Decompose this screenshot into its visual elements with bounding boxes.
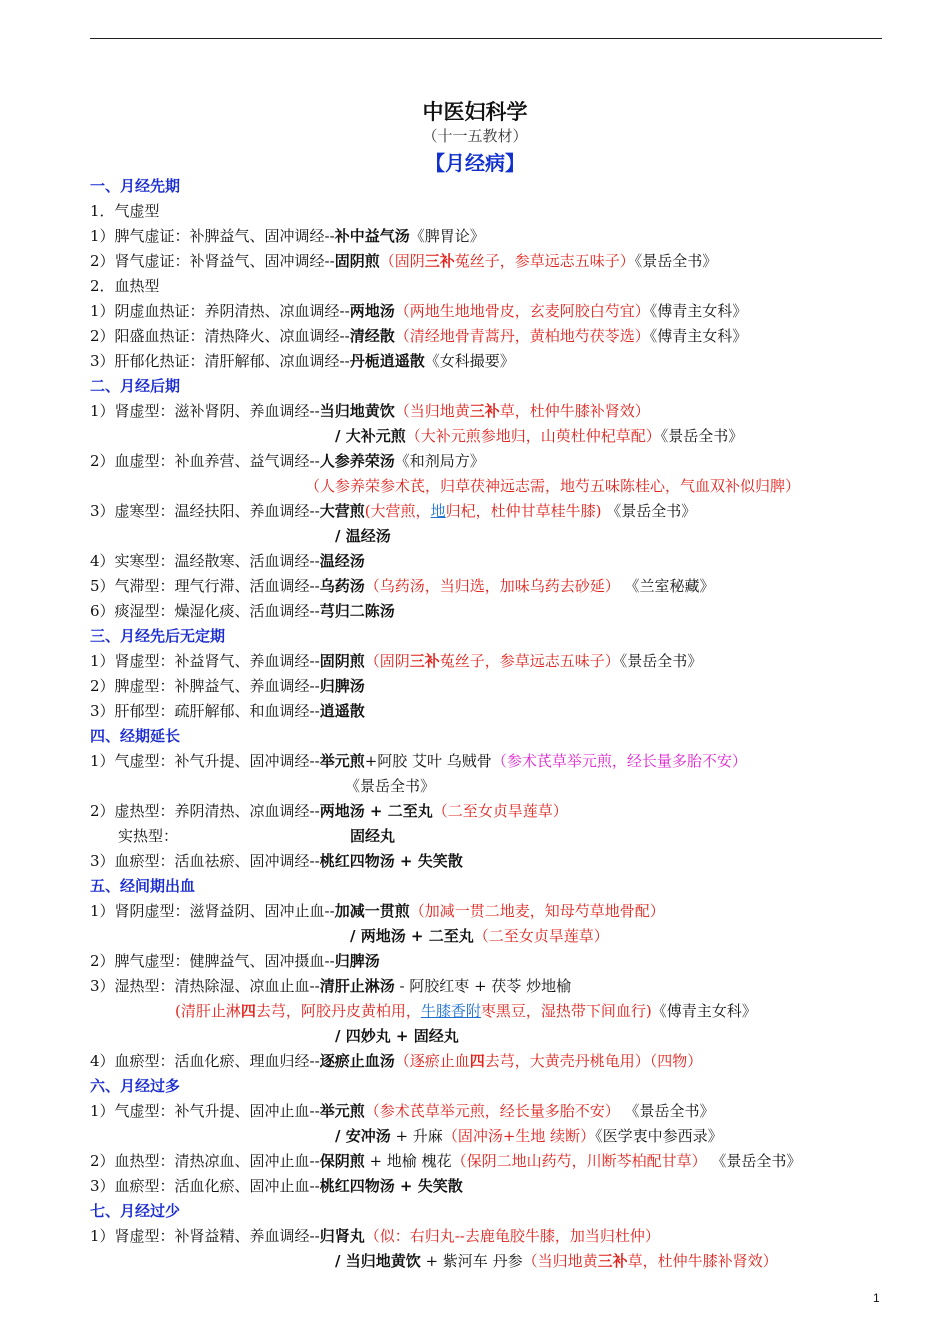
text-segment: 两地汤 + 二至丸 bbox=[319, 802, 433, 820]
text-segment: 4）血瘀型：活血化瘀、理血归经-- bbox=[90, 1052, 320, 1070]
text-segment: 四 bbox=[240, 1002, 256, 1020]
text-segment: 3）湿热型：清热除湿、凉血止血-- bbox=[90, 977, 320, 995]
text-line bbox=[350, 825, 395, 847]
document-subtitle: （十一五教材） bbox=[422, 127, 528, 145]
text-line bbox=[90, 700, 365, 722]
header-rule bbox=[90, 38, 882, 39]
text-segment: （固阴 bbox=[364, 652, 410, 670]
text-segment: 3）肝郁型：疏肝解郁、和血调经-- bbox=[90, 702, 320, 720]
text-line bbox=[90, 975, 571, 997]
text-segment: / 大补元煎 bbox=[335, 427, 406, 445]
text-segment: （参术芪草举元煎，经长量多胎不安） bbox=[364, 1102, 620, 1120]
text-line bbox=[118, 825, 178, 847]
text-segment: / 四妙丸 + 固经丸 bbox=[335, 1027, 459, 1045]
text-segment: 1）气虚型：补气升提、固冲调经-- bbox=[90, 752, 320, 770]
text-segment: 大营煎 bbox=[319, 502, 365, 520]
text-segment: 2）脾虚型：补脾益气、养血调经-- bbox=[90, 677, 320, 695]
text-segment: 四 bbox=[469, 1052, 485, 1070]
text-segment: 《脾胃论》 bbox=[409, 227, 485, 245]
text-segment: （固冲汤+生地 续断） bbox=[442, 1127, 596, 1145]
text-line bbox=[90, 575, 715, 597]
text-segment: 枣黑豆，湿热带下间血行) bbox=[480, 1002, 652, 1020]
text-segment: - 阿胶红枣 + 茯苓 炒地榆 bbox=[394, 977, 572, 995]
text-segment: / 温经汤 bbox=[335, 527, 391, 545]
text-line bbox=[90, 350, 515, 372]
text-line bbox=[90, 275, 160, 297]
text-segment: 《和剂局方》 bbox=[394, 452, 485, 470]
text-segment: 4）实寒型：温经散寒、活血调经-- bbox=[90, 552, 320, 570]
text-segment: 三补 bbox=[409, 652, 440, 670]
text-segment: 《傅青主女科》 bbox=[649, 302, 748, 320]
text-segment: 《傅青主女科》 bbox=[649, 327, 748, 345]
text-segment: 《景岳全书》 bbox=[601, 502, 697, 520]
text-line bbox=[90, 1150, 801, 1172]
text-segment: 归杞，杜仲甘草桂牛膝) bbox=[445, 502, 602, 520]
text-segment: 实热型： bbox=[118, 827, 179, 845]
section-heading-text: 三、月经先后无定期 bbox=[90, 627, 226, 645]
document-title: 中医妇科学 bbox=[422, 99, 528, 124]
text-segment: 《兰室秘藏》 bbox=[619, 577, 715, 595]
text-line bbox=[335, 1025, 459, 1047]
text-line bbox=[90, 850, 463, 872]
text-segment: 3）肝郁化热证：清肝解郁、凉血调经-- bbox=[90, 352, 350, 370]
text-segment: （当归地黄 bbox=[394, 402, 470, 420]
text-segment: 《医学衷中参西录》 bbox=[595, 1127, 723, 1145]
text-segment: 1）肾阴虚型：滋肾益阴、固冲止血-- bbox=[90, 902, 335, 920]
text-line bbox=[90, 1200, 180, 1222]
text-line bbox=[305, 475, 800, 497]
text-segment: 菟丝子，参草远志五味子） bbox=[454, 252, 635, 270]
text-line bbox=[90, 625, 225, 647]
text-segment: 草，杜仲牛膝补肾效） bbox=[627, 1252, 778, 1270]
text-segment: 两地汤 bbox=[349, 302, 395, 320]
text-segment: 2）血热型：清热凉血、固冲止血-- bbox=[90, 1152, 320, 1170]
text-segment: （保阴二地山药芍，川断芩柏配甘草） bbox=[451, 1152, 707, 1170]
text-line bbox=[345, 775, 435, 797]
text-line bbox=[90, 550, 365, 572]
text-segment: 桃红四物汤 + 失笑散 bbox=[319, 1177, 463, 1195]
text-segment: （加减一贯二地麦，知母芍草地骨配） bbox=[409, 902, 665, 920]
text-segment: 3）虚寒型：温经扶阳、养血调经-- bbox=[90, 502, 320, 520]
text-segment: 温经汤 bbox=[319, 552, 365, 570]
text-segment: 6）痰湿型：燥湿化痰、活血调经-- bbox=[90, 602, 320, 620]
text-line bbox=[90, 675, 365, 697]
text-segment: （逐瘀止血 bbox=[394, 1052, 470, 1070]
section-heading-text: 四、经期延长 bbox=[90, 727, 181, 745]
text-line bbox=[90, 225, 485, 247]
section-heading-text: 一、月经先期 bbox=[90, 177, 181, 195]
text-segment: 《景岳全书》 bbox=[634, 252, 718, 270]
text-segment: 2．血热型 bbox=[90, 277, 160, 295]
text-segment: 《傅青主女科》 bbox=[651, 1002, 757, 1020]
text-segment: 举元煎 bbox=[319, 1102, 365, 1120]
text-line bbox=[90, 375, 180, 397]
section-heading-text: 二、月经后期 bbox=[90, 377, 181, 395]
text-segment: 补中益气汤 bbox=[334, 227, 410, 245]
text-segment: + 升麻 bbox=[390, 1127, 443, 1145]
text-segment: + 地榆 槐花 bbox=[364, 1152, 452, 1170]
text-line bbox=[90, 1050, 702, 1072]
text-segment: 3）血瘀型：活血化瘀、固冲止血-- bbox=[90, 1177, 320, 1195]
text-segment: 保阴煎 bbox=[319, 1152, 365, 1170]
text-line bbox=[90, 900, 665, 922]
text-segment: 1）脾气虚证：补脾益气、固冲调经-- bbox=[90, 227, 335, 245]
text-segment: 2）虚热型：养阴清热、凉血调经-- bbox=[90, 802, 320, 820]
text-segment: （两地生地地骨皮，玄麦阿胶白芍宜） bbox=[394, 302, 650, 320]
text-segment: 2）肾气虚证：补肾益气、固冲调经-- bbox=[90, 252, 335, 270]
text-segment: 2）脾气虚型：健脾益气、固冲摄血-- bbox=[90, 952, 335, 970]
text-line bbox=[335, 1250, 778, 1272]
text-segment: 《景岳全书》 bbox=[619, 652, 703, 670]
text-segment: (大营煎， bbox=[364, 502, 431, 520]
text-segment: 5）气滞型：理气行滞、活血调经-- bbox=[90, 577, 320, 595]
text-segment: 1）肾虚型：补肾益精、养血调经-- bbox=[90, 1227, 320, 1245]
text-segment: 1）阴虚血热证：养阴清热、凉血调经-- bbox=[90, 302, 350, 320]
text-line bbox=[335, 1125, 723, 1147]
text-segment: 三补 bbox=[424, 252, 455, 270]
text-line bbox=[90, 300, 747, 322]
text-segment: 牛膝香附 bbox=[420, 1002, 481, 1020]
text-line bbox=[90, 325, 747, 347]
text-segment: / 当归地黄饮 bbox=[335, 1252, 421, 1270]
text-segment: / 两地汤 + 二至丸 bbox=[350, 927, 474, 945]
text-line bbox=[90, 400, 650, 422]
text-line bbox=[90, 725, 180, 747]
text-segment: 固经丸 bbox=[350, 827, 396, 845]
text-line bbox=[90, 500, 696, 522]
text-segment: （清经地骨青蒿丹，黄柏地芍茯苓选） bbox=[394, 327, 650, 345]
text-segment: 逐瘀止血汤 bbox=[319, 1052, 395, 1070]
text-segment: (清肝止淋 bbox=[175, 1002, 241, 1020]
text-line bbox=[90, 750, 747, 772]
page-number: 1 bbox=[873, 1291, 880, 1305]
text-segment: 固阴煎 bbox=[334, 252, 380, 270]
text-segment: 2）血虚型：补血养营、益气调经-- bbox=[90, 452, 320, 470]
section-heading: 【月经病】 bbox=[425, 151, 525, 175]
text-line bbox=[90, 200, 160, 222]
text-line bbox=[90, 600, 395, 622]
text-segment: （二至女贞旱莲草） bbox=[432, 802, 568, 820]
text-segment: 《景岳全书》 bbox=[706, 1152, 802, 1170]
text-segment: 人参养荣汤 bbox=[319, 452, 395, 470]
text-line bbox=[335, 525, 391, 547]
text-segment: 草，杜仲牛膝补肾效） bbox=[499, 402, 650, 420]
text-segment: 三补 bbox=[469, 402, 500, 420]
text-segment: 1）肾虚型：滋补肾阴、养血调经-- bbox=[90, 402, 320, 420]
text-segment: （大补元煎参地归，山萸杜仲杞草配） bbox=[405, 427, 661, 445]
text-line bbox=[90, 950, 380, 972]
text-segment: 《景岳全书》 bbox=[345, 777, 436, 795]
text-segment: 三补 bbox=[597, 1252, 628, 1270]
text-segment: 固阴煎 bbox=[319, 652, 365, 670]
text-segment: / 安冲汤 bbox=[335, 1127, 391, 1145]
section-heading-text: 七、月经过少 bbox=[90, 1202, 181, 1220]
text-line bbox=[90, 1175, 463, 1197]
text-line bbox=[90, 250, 717, 272]
text-segment: 1）气虚型：补气升提、固冲止血-- bbox=[90, 1102, 320, 1120]
text-segment: 《景岳全书》 bbox=[619, 1102, 715, 1120]
text-segment: +阿胶 艾叶 乌贼骨 bbox=[364, 752, 492, 770]
text-segment: 去芎，大黄壳丹桃龟用）（四物） bbox=[484, 1052, 703, 1070]
text-segment: （乌药汤，当归选，加味乌药去砂延） bbox=[364, 577, 620, 595]
text-line bbox=[90, 1225, 660, 1247]
text-segment: 当归地黄饮 bbox=[319, 402, 395, 420]
text-segment: 《女科撮要》 bbox=[424, 352, 515, 370]
text-segment: 《景岳全书》 bbox=[660, 427, 744, 445]
text-line bbox=[90, 450, 485, 472]
text-line bbox=[350, 925, 609, 947]
text-segment: （人参养荣参术芪，归草茯神远志需，地芍五味陈桂心，气血双补似归脾） bbox=[305, 477, 801, 495]
text-line bbox=[90, 800, 568, 822]
text-segment: （二至女贞旱莲草） bbox=[473, 927, 609, 945]
text-line bbox=[90, 175, 180, 197]
text-segment: 清经散 bbox=[349, 327, 395, 345]
text-segment: 1）肾虚型：补益肾气、养血调经-- bbox=[90, 652, 320, 670]
text-segment: 2）阳盛血热证：清热降火、凉血调经-- bbox=[90, 327, 350, 345]
text-segment: + 紫河车 丹参 bbox=[420, 1252, 523, 1270]
text-segment: 举元煎 bbox=[319, 752, 365, 770]
section-heading-text: 五、经间期出血 bbox=[90, 877, 196, 895]
text-line bbox=[90, 1075, 180, 1097]
text-segment: 加减一贯煎 bbox=[334, 902, 410, 920]
text-segment: 去芎，阿胶丹皮黄柏用， bbox=[255, 1002, 421, 1020]
text-segment: 芎归二陈汤 bbox=[319, 602, 395, 620]
section-heading-text: 六、月经过多 bbox=[90, 1077, 181, 1095]
text-segment: 3）血瘀型：活血祛瘀、固冲调经-- bbox=[90, 852, 320, 870]
text-segment: 归脾汤 bbox=[319, 677, 365, 695]
text-line bbox=[90, 650, 702, 672]
text-line bbox=[90, 875, 195, 897]
text-segment: 1．气虚型 bbox=[90, 202, 160, 220]
text-segment: 乌药汤 bbox=[319, 577, 365, 595]
text-line bbox=[175, 1000, 757, 1022]
text-segment: （固阴 bbox=[379, 252, 425, 270]
text-segment: 逍遥散 bbox=[319, 702, 365, 720]
text-segment: 菟丝子，参草远志五味子） bbox=[439, 652, 620, 670]
text-line bbox=[90, 1100, 715, 1122]
text-segment: 归肾丸 bbox=[319, 1227, 365, 1245]
text-segment: 归脾汤 bbox=[334, 952, 380, 970]
text-segment: 桃红四物汤 + 失笑散 bbox=[319, 852, 463, 870]
text-segment: （似：右归丸--去鹿龟胶牛膝，加当归杜仲） bbox=[364, 1227, 660, 1245]
text-segment: 清肝止淋汤 bbox=[319, 977, 395, 995]
text-segment: 地 bbox=[430, 502, 446, 520]
text-segment: （当归地黄 bbox=[522, 1252, 598, 1270]
text-line bbox=[335, 425, 743, 447]
text-segment: 丹栀逍遥散 bbox=[349, 352, 425, 370]
text-segment: （参术芪草举元煎，经长量多胎不安） bbox=[491, 752, 747, 770]
